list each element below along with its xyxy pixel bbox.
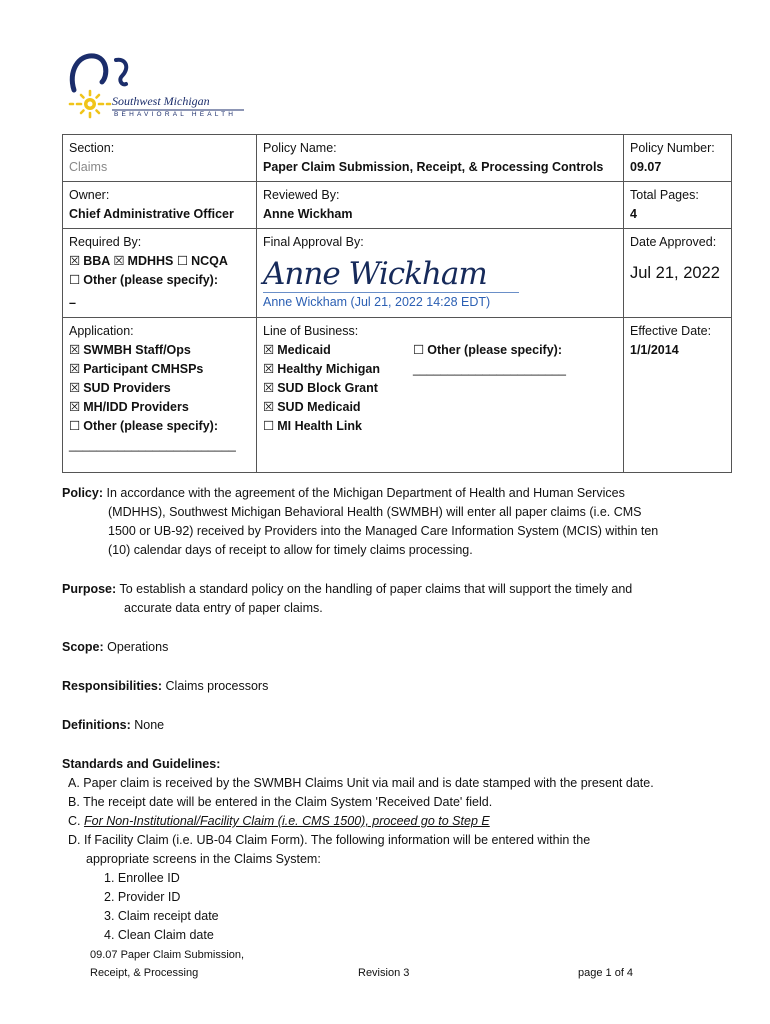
bba-label: BBA [83,254,110,268]
standards-marker: A. [68,776,80,790]
policy-name-value: Paper Claim Submission, Receipt, & Processing Controls [263,160,604,174]
policy-number-value: 09.07 [630,160,662,174]
purpose-text-2: accurate data entry of paper claims. [124,601,323,615]
owner-value: Chief Administrative Officer [69,207,234,221]
footer-doc-line2: Receipt, & Processing [90,967,199,979]
effective-date-cell [624,318,732,473]
lob-label: Line of Business: [263,324,359,338]
lob-other-blank[interactable]: ______________________ [413,362,566,376]
lob-item-label: Healthy Michigan [277,362,381,376]
policy-text-2: (MDHHS), Southwest Michigan Behavioral Health (SWMBH) will enter all paper claims (i.e. CMS [108,505,642,519]
standards-marker: B. [68,795,80,809]
standards-d-continuation: appropriate screens in the Claims System: [86,852,321,866]
policy-label: Policy: [62,486,103,500]
bba-checkbox-icon[interactable]: ☒ [69,254,81,268]
definitions-paragraph [62,716,732,735]
application-cell [63,318,257,473]
ncqa-label: NCQA [191,254,228,268]
scope-paragraph [62,638,732,657]
checkbox-icon[interactable]: ☒ [263,381,275,395]
standards-list [62,774,732,945]
standards-label: Standards and Guidelines: [62,757,221,771]
lob-item-label: Medicaid [277,343,331,357]
lob-item [263,417,413,436]
standards-item [68,831,732,850]
application-item [69,360,250,379]
standards-marker: C. [68,814,81,828]
checkbox-icon[interactable]: ☒ [69,343,81,357]
responsibilities-label: Responsibilities: [62,679,163,693]
lob-other-item [413,341,566,360]
section-label: Section: [69,141,115,155]
logo-name: Southwest Michigan [112,94,210,108]
logo-tagline: BEHAVIORAL HEALTH [114,111,237,118]
lob-item [263,341,413,360]
date-approved-cell [624,229,732,318]
substep-list [68,869,732,945]
signature-caption: Anne Wickham (Jul 21, 2022 14:28 EDT) [263,295,491,309]
standards-item [68,793,732,812]
total-pages-cell [624,182,732,229]
lob-list [263,341,413,436]
total-pages-label: Total Pages: [630,188,699,202]
reviewed-label: Reviewed By: [263,188,340,202]
application-item [69,341,250,360]
date-approved-label: Date Approved: [630,235,717,249]
footer-page-number: page 1 of 4 [578,967,634,979]
standards-link-text[interactable]: For Non-Institutional/Facility Claim (i.e. CMS 1500), proceed go to Step E [83,814,490,828]
checkbox-icon[interactable]: ☐ [69,419,81,433]
substep-item: 1. Enrollee ID [104,871,180,885]
application-item-label: Participant CMHSPs [83,362,204,376]
required-by-cell [63,229,257,318]
purpose-line [62,580,732,599]
policy-text-1: In accordance with the agreement of the Michigan Department of Health and Human Services [106,486,625,500]
application-item-label: SWMBH Staff/Ops [83,343,191,357]
ncqa-checkbox-icon[interactable]: ☐ [176,254,189,268]
section-cell [63,135,257,182]
required-other [69,271,250,290]
substep-item: 3. Claim receipt date [104,909,219,923]
lob-item [263,398,413,417]
application-item [69,398,250,417]
footer-revision: Revision 3 [358,967,410,979]
checkbox-icon[interactable]: ☒ [263,400,275,414]
policy-number-cell [624,135,732,182]
checkbox-icon[interactable]: ☒ [263,343,275,357]
lob-item [263,379,413,398]
policy-body [62,484,732,945]
lob-other-label: Other (please specify): [427,343,562,357]
scope-label: Scope: [62,640,104,654]
scope-text: Operations [107,640,169,654]
application-item-label: SUD Providers [83,381,171,395]
policy-text-4: (10) calendar days of receipt to allow for timely claims processing. [108,543,473,557]
mdhhs-label: MDHHS [127,254,174,268]
application-other-blank[interactable]: ________________________ [69,438,236,452]
final-approval-label: Final Approval By: [263,235,364,249]
standards-text: If Facility Claim (i.e. UB-04 Claim Form). The following information will be entered within the [83,833,591,847]
standards-item [68,812,732,831]
policy-text-3: 1500 or UB-92) received by Providers into the Managed Care Information System (MCIS) within ten [108,524,659,538]
owner-label: Owner: [69,188,110,202]
purpose-label: Purpose: [62,582,117,596]
policy-number-label: Policy Number: [630,141,715,155]
purpose-text-1: To establish a standard policy on the handling of paper claims that will support the timely and [119,582,633,596]
standards-text: The receipt date will be entered in the Claim System 'Received Date' field. [83,795,493,809]
reviewed-value: Anne Wickham [263,207,353,221]
definitions-label: Definitions: [62,718,131,732]
checkbox-icon[interactable]: ☐ [413,343,425,357]
lob-item-label: MI Health Link [277,419,362,433]
application-label: Application: [69,324,134,338]
required-items [69,252,250,271]
standards-section [62,755,732,945]
application-item [69,379,250,398]
required-other-label: Other (please specify): [83,273,218,287]
required-other-value: – [69,296,76,310]
policy-paragraph [62,484,732,560]
checkbox-icon[interactable]: ☒ [263,362,275,376]
policy-header-table [62,134,732,473]
policy-name-label: Policy Name: [263,141,337,155]
substep-item: 4. Clean Claim date [104,928,214,942]
lob-item [263,360,413,379]
lob-item-label: SUD Medicaid [277,400,361,414]
responsibilities-paragraph [62,677,732,696]
total-pages-value: 4 [630,207,637,221]
line-of-business-cell [257,318,624,473]
policy-name-cell [257,135,624,182]
section-value: Claims [69,160,108,174]
date-approved-value: Jul 21, 2022 [630,264,720,282]
footer-doc-title [90,946,244,982]
checkbox-icon[interactable]: ☒ [69,400,81,414]
lob-other [413,341,566,436]
checkbox-icon[interactable]: ☐ [263,419,275,433]
standards-item [68,774,732,793]
final-approval-cell [257,229,624,318]
reviewed-cell [257,182,624,229]
signature: Anne Wickham [263,256,519,293]
policy-line [62,484,732,503]
checkbox-icon[interactable]: ☒ [69,362,81,376]
effective-value: 1/1/2014 [630,343,679,357]
checkbox-icon[interactable]: ☒ [69,381,81,395]
required-other-checkbox-icon[interactable]: ☐ [69,273,81,287]
application-item [69,417,250,436]
required-label: Required By: [69,235,142,249]
substep-item: 2. Provider ID [104,890,181,904]
responsibilities-text: Claims processors [165,679,269,693]
application-item-label: Other (please specify): [83,419,218,433]
effective-label: Effective Date: [630,324,712,338]
application-item-label: MH/IDD Providers [83,400,189,414]
standards-text: Paper claim is received by the SWMBH Claims Unit via mail and is date stamped with the present date. [83,776,654,790]
mdhhs-checkbox-icon[interactable]: ☒ [113,254,125,268]
definitions-text: None [134,718,165,732]
footer-doc-line1: 09.07 Paper Claim Submission, [90,949,245,961]
lob-grid [263,341,617,436]
owner-cell [63,182,257,229]
purpose-paragraph [62,580,732,618]
lob-item-label: SUD Block Grant [277,381,378,395]
standards-marker: D. [68,833,81,847]
